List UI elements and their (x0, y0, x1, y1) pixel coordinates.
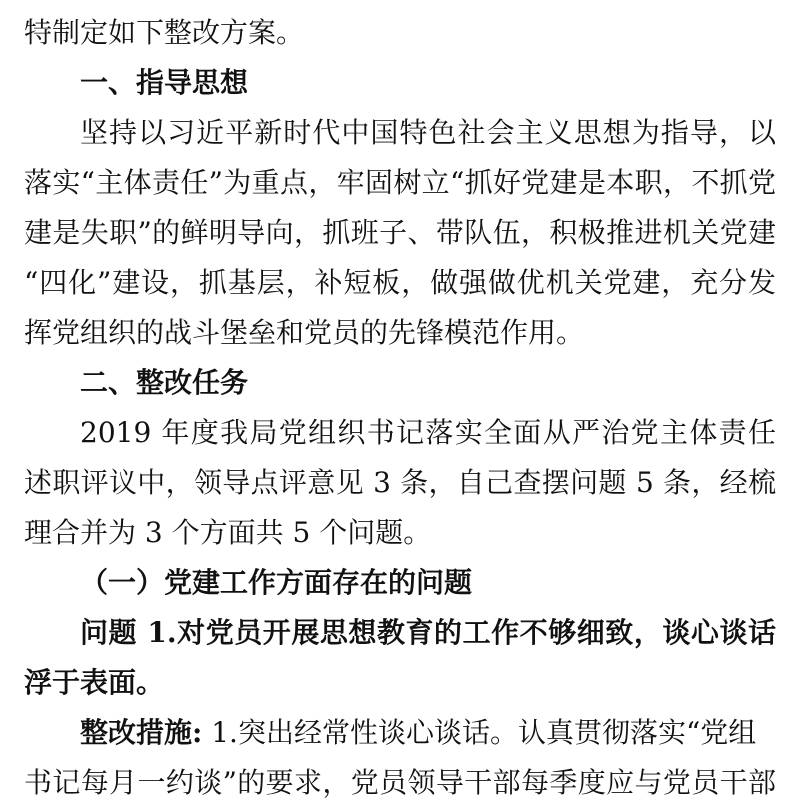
section2-body-line-1: 2019 年度我局党组织书记落实全面从严治党主体责任 (80, 416, 776, 449)
section2-body-line-3: 理合并为 3 个方面共 5 个问题。 (24, 516, 432, 549)
section2-body-line-2: 述职评议中，领导点评意见 3 条，自己查摆问题 5 条，经梳 (24, 466, 776, 499)
section1-body-line-5: 挥党组织的战斗堡垒和党员的先锋模范作用。 (24, 316, 585, 349)
problem1-line-2: 浮于表面。 (24, 666, 165, 699)
section1-body-line-4: “四化”建设，抓基层，补短板，做强做优机关党建，充分发 (24, 266, 776, 299)
section1-body-line-3: 建是失职”的鲜明导向，抓班子、带队伍，积极推进机关党建 (24, 216, 776, 249)
measures-line-1 (80, 714, 776, 752)
section2-title: 二、整改任务 (80, 366, 249, 399)
subsection1-title: （一）党建工作方面存在的问题 (80, 566, 473, 599)
section1-title: 一、指导思想 (80, 66, 249, 99)
section1-body-line-1: 坚持以习近平新时代中国特色社会主义思想为指导，以 (80, 116, 776, 149)
measures-line-2: 书记每月一约谈”的要求，党员领导干部每季度应与党员干部 (24, 766, 776, 799)
intro-tail-line: 特制定如下整改方案。 (24, 16, 305, 49)
section1-body-line-2: 落实“主体责任”为重点，牢固树立“抓好党建是本职，不抓党 (24, 166, 776, 199)
measures-label: 整改措施: (80, 716, 203, 749)
measures-line-1-text: 1.突出经常性谈心谈话。认真贯彻落实“党组 (202, 716, 757, 749)
problem1-line-1: 问题 1.对党员开展思想教育的工作不够细致，谈心谈话 (80, 616, 776, 649)
